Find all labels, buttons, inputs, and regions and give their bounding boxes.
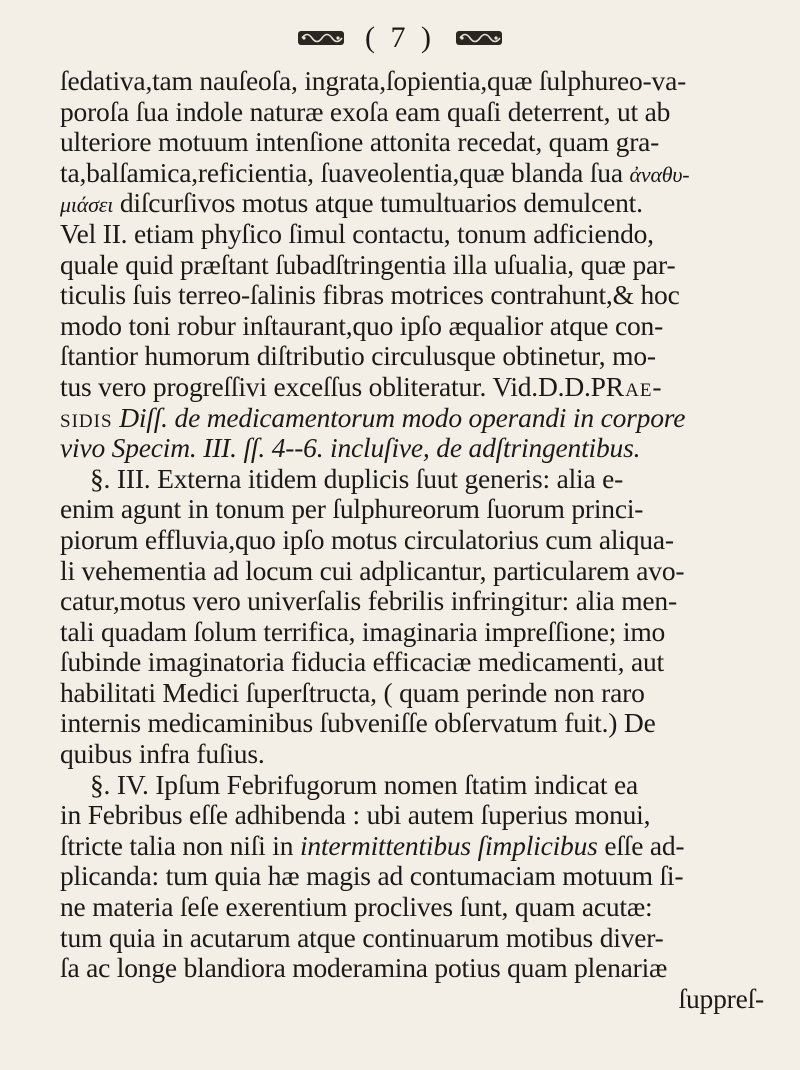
text-line: li vehementia ad locum cui adplicantur, particularem avo- — [60, 555, 685, 586]
text-span: tus vero progreſſivi exceſſus obliteratur. Vid.D.D.P — [60, 371, 606, 402]
page-header — [0, 18, 800, 56]
text-span: Febribus eſſe adhibenda : ubi autem ſuperius monui, — [87, 800, 651, 831]
text-line — [60, 188, 780, 219]
text-span: Rae- — [605, 371, 663, 402]
text-line: ſubinde imaginatoria fiducia efficaciæ medicamenti, aut — [60, 647, 664, 678]
right-ornament-icon — [454, 27, 504, 49]
text-line: internis medicaminibus ſubveniſſe obſervatum fuit.) De — [60, 708, 656, 739]
text-line: ſa ac longe blandiora moderamina potius quam plenariæ — [60, 953, 668, 984]
text-line: Vel II. etiam phyſico ſimul contactu, tonum adficiendo, — [60, 218, 654, 249]
left-ornament-icon — [296, 27, 346, 49]
greek-word: ἀναθυ- — [629, 161, 690, 187]
text-line: quibus infra fuſius. — [60, 739, 265, 770]
text-line: ſtantior humorum diſtributio circulusque obtinetur, mo- — [60, 341, 656, 372]
text-line: ſedativa,tam nauſeoſa, ingrata,ſopientia,quæ ſulphureo-va- — [60, 66, 687, 96]
text-line — [60, 158, 780, 189]
page-number: ( 7 ) — [365, 21, 435, 55]
text-span: sidis — [60, 402, 113, 433]
text-line: catur,motus vero univerſalis febrilis infringitur: alia men- — [60, 586, 677, 617]
text-line: ulteriore motuum intenſione attonita recedat, quam gra- — [60, 127, 660, 158]
text-span: ſtricte talia non niſi in — [60, 830, 294, 861]
section-heading-line: §. III. Externa itidem duplicis ſuut generis: alia e- — [90, 463, 624, 494]
section-heading-line: §. IV. Ipſum Febrifugorum nomen ſtatim indicat ea — [90, 769, 638, 800]
text-line — [60, 800, 780, 831]
citation-line: vivo Specim. III. ſſ. 4--6. incluſive, de adſtringentibus. — [60, 433, 641, 464]
text-line: piorum effluvia,quo ipſo motus circulatorius cum aliqua- — [60, 524, 674, 555]
text-line: tali quadam ſolum terrifica, imaginaria impreſſione; imo — [60, 616, 666, 647]
text-line — [60, 372, 780, 403]
text-line: plicanda: tum quia hæ magis ad contumaciam motuum ſi- — [60, 861, 684, 892]
citation-title: Diſſ. de medicamentorum modo operandi in corpore — [119, 402, 686, 433]
text-line — [60, 831, 780, 862]
text-span: ta,balſamica,reficientia, ſuaveolentia,quæ blanda ſua — [60, 157, 623, 188]
text-line — [60, 403, 780, 434]
text-line: quale quid præſtant ſubadſtringentia illa uſualia, quæ par- — [60, 249, 676, 280]
text-line: ne materia ſeſe exerentium proclives ſunt, quam acutæ: — [60, 892, 653, 923]
text-line: poroſa ſua indole naturæ exoſa eam quaſi deterrent, ut ab — [60, 96, 671, 127]
text-line: enim agunt in tonum per ſulphureorum ſuorum princi- — [60, 494, 644, 525]
text-line: tum quia in acutarum atque continuarum motibus diver- — [60, 922, 664, 953]
text-line: ticulis ſuis terreo-ſalinis fibras motrices contrahunt,& hoc — [60, 280, 680, 311]
text-line: habilitati Medici ſuperſtructa, ( quam perinde non raro — [60, 677, 645, 708]
emphasis: intermittentibus ſimplicibus — [299, 830, 598, 861]
catchword: ſuppreſ- — [678, 983, 764, 1014]
text-span: in — [60, 800, 81, 831]
text-span: diſcurſivos motus atque tumultuarios demulcent. — [119, 188, 643, 219]
body-text — [60, 66, 780, 1014]
text-span: eſſe ad- — [604, 830, 685, 861]
greek-word: μιάσει — [60, 192, 114, 218]
text-line: modo toni robur inſtaurant,quo ipſo æqualior atque con- — [60, 310, 664, 341]
